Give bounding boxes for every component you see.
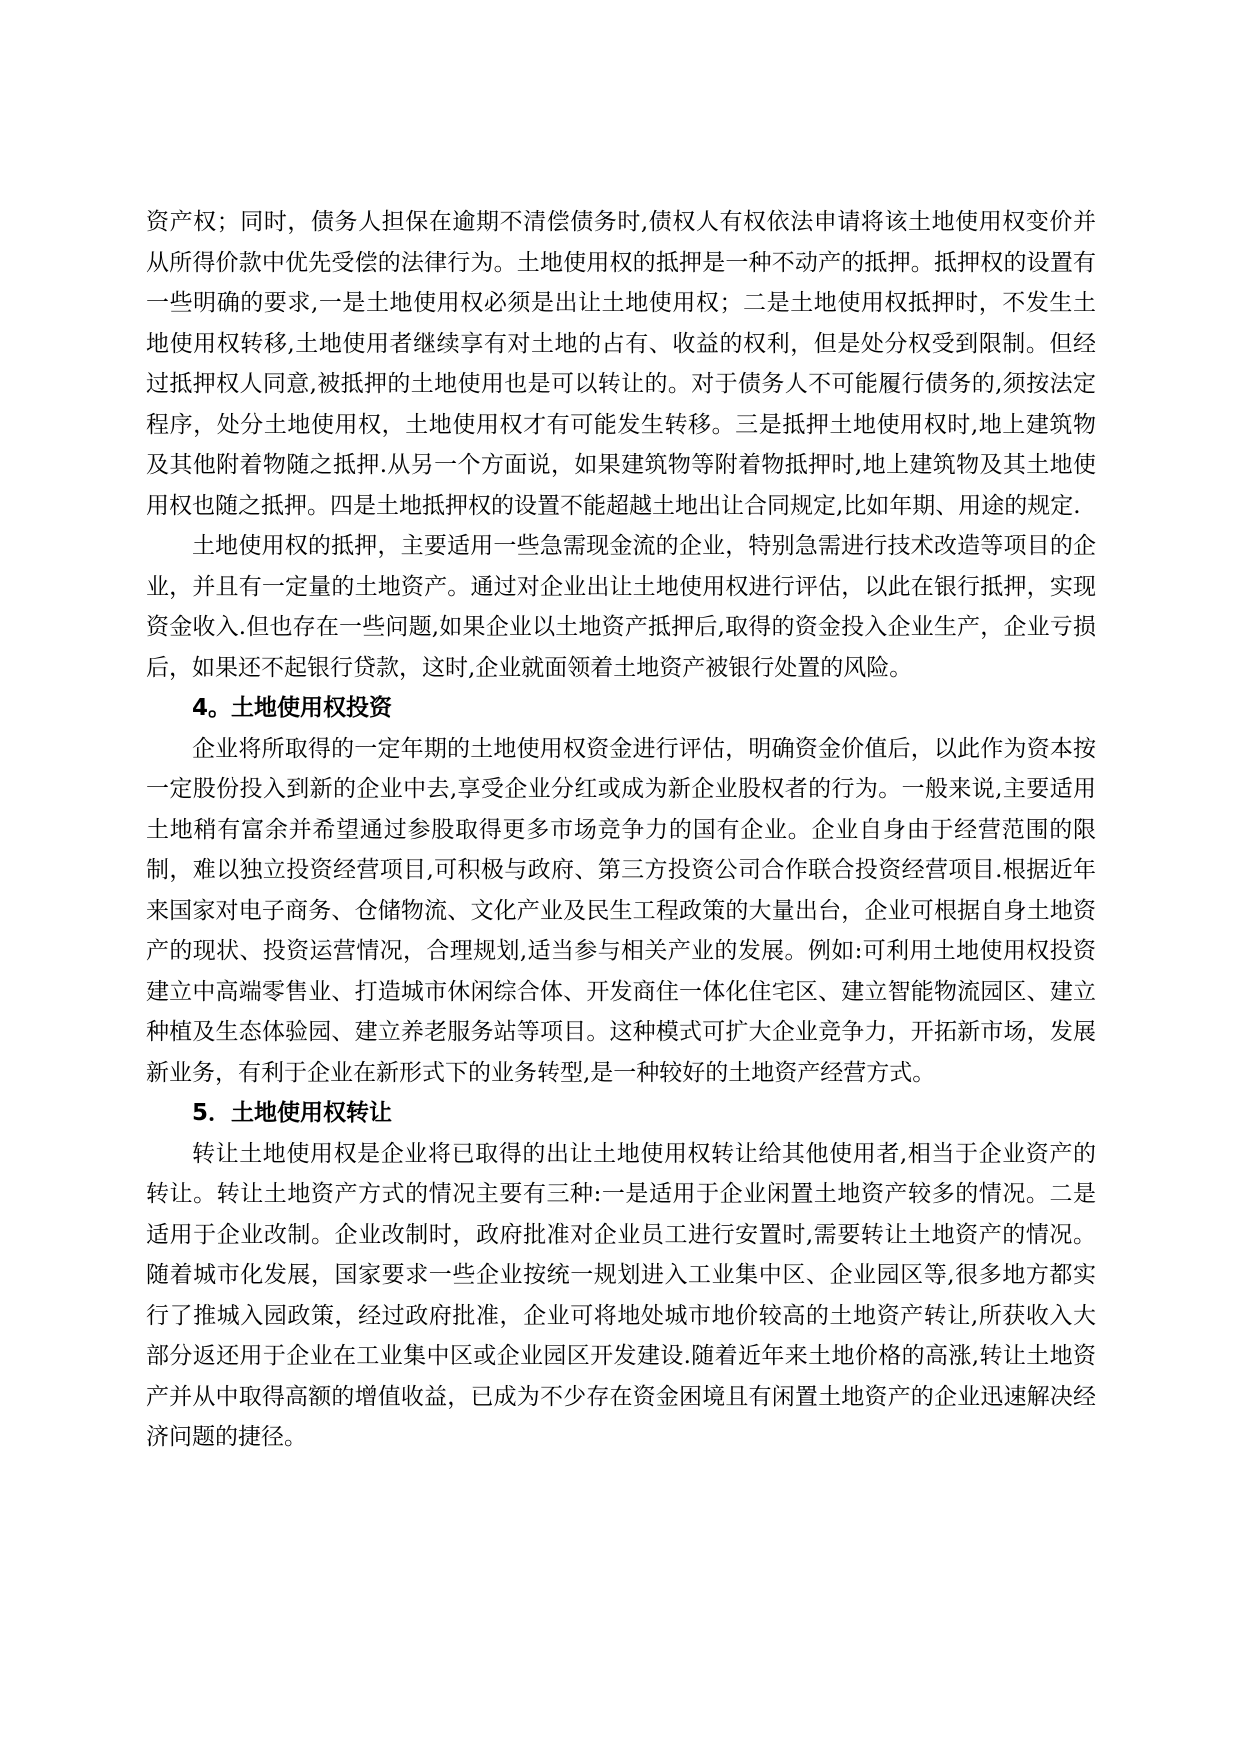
document-page — [146, 202, 1096, 1458]
section-heading-investment: 4。土地使用权投资 — [192, 695, 393, 721]
paragraph-investment: 企业将所取得的一定年期的土地使用权资金进行评估，明确资金价值后，以此作为资本按一定股份投入到新的企业中去,享受企业分红或成为新企业股权者的行为。一般来说,主要适用土地稍有富余并希望通过参股取得更多市场竞争力的国有企业。企业自身由于经营范围的限制，难以独立投资经营项目,可积极与政府、第三方投资公司合作联合投资经营项目.根据近年来国家对电子商务、仓储物流、文化产业及民生工程政策的大量出台，企业可根据自身土地资产的现状、投资运营情况，合理规划,适当参与相关产业的发展。例如:可利用土地使用权投资建立中高端零售业、打造城市休闲综合体、开发商住一体化住宅区、建立智能物流园区、建立种植及生态体验园、建立养老服务站等项目。这种模式可扩大企业竞争力，开拓新市场，发展新业务，有利于企业在新形式下的业务转型,是一种较好的土地资产经营方式。 — [146, 735, 1096, 1086]
section-heading-transfer: 5．土地使用权转让 — [192, 1100, 393, 1126]
paragraph-mortgage-continued: 资产权；同时，债务人担保在逾期不清偿债务时,债权人有权依法申请将该土地使用权变价并从所得价款中优先受偿的法律行为。土地使用权的抵押是一种不动产的抵押。抵押权的设置有一些明确的要求,一是土地使用权必须是出让土地使用权；二是土地使用权抵押时，不发生土地使用权转移,土地使用者继续享有对土地的占有、收益的权利，但是处分权受到限制。但经过抵押权人同意,被抵押的土地使用也是可以转让的。对于债务人不可能履行债务的,须按法定程序，处分土地使用权，土地使用权才有可能发生转移。三是抵押土地使用权时,地上建筑物及其他附着物随之抵押.从另一个方面说，如果建筑物等附着物抵押时,地上建筑物及其土地使用权也随之抵押。四是土地抵押权的设置不能超越土地出让合同规定,比如年期、用途的规定. — [146, 209, 1096, 519]
paragraph-mortgage-application: 土地使用权的抵押，主要适用一些急需现金流的企业，特别急需进行技术改造等项目的企业，并且有一定量的土地资产。通过对企业出让土地使用权进行评估，以此在银行抵押，实现资金收入.但也存在一些问题,如果企业以土地资产抵押后,取得的资金投入企业生产，企业亏损后，如果还不起银行贷款，这时,企业就面领着土地资产被银行处置的风险。 — [146, 533, 1096, 681]
paragraph-transfer: 转让土地使用权是企业将已取得的出让土地使用权转让给其他使用者,相当于企业资产的转让。转让土地资产方式的情况主要有三种:一是适用于企业闲置土地资产较多的情况。二是适用于企业改制。企业改制时，政府批准对企业员工进行安置时,需要转让土地资产的情况。随着城市化发展，国家要求一些企业按统一规划进入工业集中区、企业园区等,很多地方都实行了推城入园政策，经过政府批准，企业可将地处城市地价较高的土地资产转让,所获收入大部分返还用于企业在工业集中区或企业园区开发建设.随着近年来土地价格的高涨,转让土地资产并从中取得高额的增值收益，已成为不少存在资金困境且有闲置土地资产的企业迅速解决经济问题的捷径。 — [146, 1140, 1096, 1450]
